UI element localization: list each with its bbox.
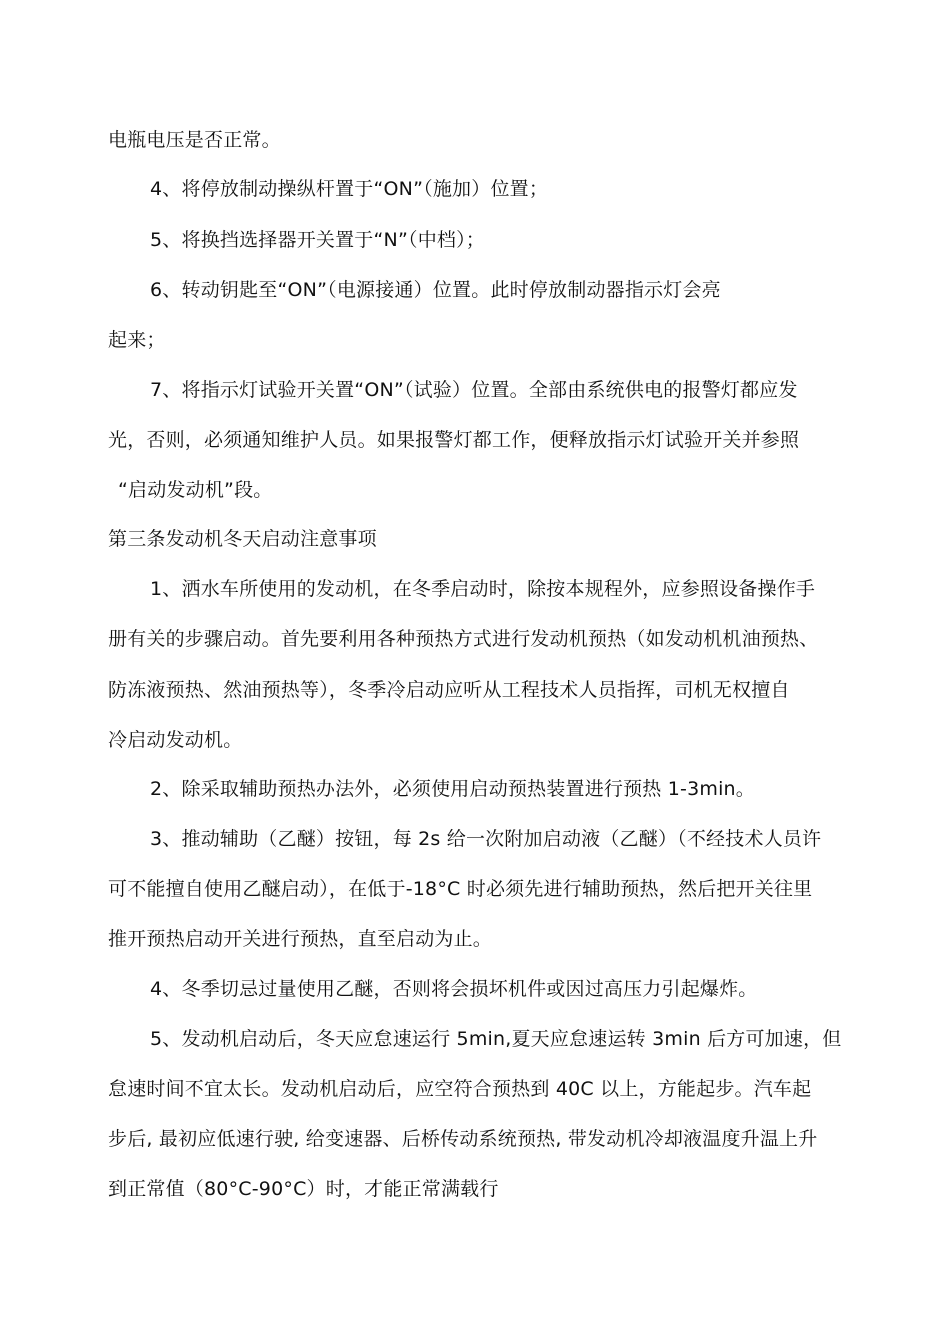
text-line: 1、洒水车所使用的发动机，在冬季启动时，除按本规程外，应参照设备操作手 (150, 578, 816, 600)
text-line: 防冻液预热、然油预热等），冬季冷启动应听从工程技术人员指挥，司机无权擅自 (108, 679, 790, 701)
text-line: 冷启动发动机。 (108, 729, 243, 751)
text-line: 2、除采取辅助预热办法外，必须使用启动预热装置进行预热 1-3min。 (150, 778, 755, 800)
text-line: 怠速时间不宜太长。发动机启动后，应空符合预热到 40C 以上，方能起步。汽车起 (108, 1078, 812, 1100)
text-line: 起来； (108, 329, 166, 351)
text-line: 4、冬季切忌过量使用乙醚，否则将会损坏机件或因过高压力引起爆炸。 (150, 978, 758, 1000)
text-line: 步后, 最初应低速行驶, 给变速器、后桥传动系统预热, 带发动机冷却液温度升温上升 (108, 1128, 818, 1150)
text-line: 光，否则，必须通知维护人员。如果报警灯都工作，便释放指示灯试验开关并参照 (108, 429, 800, 451)
text-line: 7、将指示灯试验开关置“ON”（试验）位置。全部由系统供电的报警灯都应发 (150, 379, 798, 401)
text-line: 5、将换挡选择器开关置于“N”（中档）； (150, 229, 485, 251)
section-heading: 第三条发动机冬天启动注意事项 (108, 528, 377, 550)
text-line: “启动发动机”段。 (118, 479, 273, 501)
text-line: 4、将停放制动操纵杆置于“ON”（施加）位置； (150, 178, 549, 200)
text-line: 推开预热启动开关进行预热，直至启动为止。 (108, 928, 493, 950)
text-line: 3、推动辅助（乙醚）按钮，每 2s 给一次附加启动液（乙醚）（不经技术人员许 (150, 828, 822, 850)
text-line: 册有关的步骤启动。首先要利用各种预热方式进行发动机预热（如发动机机油预热、 (108, 628, 819, 650)
text-line: 可不能擅自使用乙醚启动），在低于-18°C 时必须先进行辅助预热，然后把开关往里 (108, 878, 813, 900)
text-line: 5、发动机启动后，冬天应怠速运行 5min,夏天应怠速运转 3min 后方可加速，但 (150, 1028, 842, 1050)
text-line: 6、转动钥匙至“ON”（电源接通）位置。此时停放制动器指示灯会亮 (150, 279, 721, 301)
text-line: 到正常值（80°C-90°C）时，才能正常满载行 (108, 1178, 499, 1200)
text-line: 电瓶电压是否正常。 (108, 129, 281, 151)
